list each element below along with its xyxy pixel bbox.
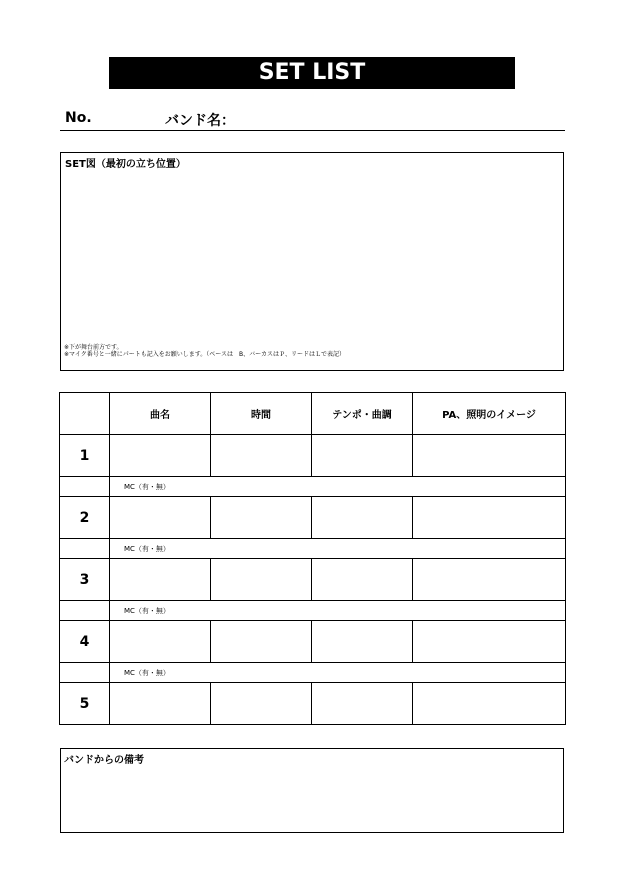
table-row	[60, 559, 566, 601]
mc-spacer	[60, 663, 110, 683]
tempo-cell[interactable]	[312, 559, 413, 601]
tempo-cell[interactable]	[312, 683, 413, 725]
set-diagram-note-stage: ※下が舞台前方です。	[64, 344, 123, 351]
row-number: 3	[60, 559, 110, 601]
time-cell[interactable]	[211, 683, 312, 725]
table-row	[60, 497, 566, 539]
song-title-cell[interactable]	[110, 559, 211, 601]
tempo-cell[interactable]	[312, 435, 413, 477]
mc-row	[60, 601, 566, 621]
row-number: 1	[60, 435, 110, 477]
song-title-cell[interactable]	[110, 683, 211, 725]
header-number	[60, 393, 110, 435]
song-title-cell[interactable]	[110, 497, 211, 539]
row-number: 5	[60, 683, 110, 725]
mc-spacer	[60, 477, 110, 497]
pa-lighting-cell[interactable]	[413, 497, 566, 539]
table-header-row	[60, 393, 566, 435]
row-number: 2	[60, 497, 110, 539]
pa-lighting-cell[interactable]	[413, 435, 566, 477]
mc-row	[60, 539, 566, 559]
tempo-cell[interactable]	[312, 497, 413, 539]
band-name-label: バンド名：	[165, 113, 235, 129]
remarks-title: バンドからの備考	[64, 755, 144, 766]
row-number: 4	[60, 621, 110, 663]
header-pa-lighting: PA、照明のイメージ	[413, 393, 566, 435]
pa-lighting-cell[interactable]	[413, 559, 566, 601]
pa-lighting-cell[interactable]	[413, 621, 566, 663]
mc-spacer	[60, 601, 110, 621]
table-row	[60, 683, 566, 725]
time-cell[interactable]	[211, 435, 312, 477]
set-diagram-title: SET図（最初の立ち位置）	[65, 159, 186, 170]
time-cell[interactable]	[211, 621, 312, 663]
mc-label[interactable]: MC（有・無）	[110, 663, 566, 683]
page-title: SET LIST	[109, 57, 515, 89]
pa-lighting-cell[interactable]	[413, 683, 566, 725]
header-tempo: テンポ・曲調	[312, 393, 413, 435]
remarks-box[interactable]	[60, 748, 564, 833]
mc-spacer	[60, 539, 110, 559]
setlist-table	[59, 392, 566, 725]
header-time: 時間	[211, 393, 312, 435]
band-name-field[interactable]	[60, 130, 565, 131]
mc-row	[60, 663, 566, 683]
song-title-cell[interactable]	[110, 435, 211, 477]
set-diagram-box[interactable]	[60, 152, 564, 371]
set-diagram-note-mic: ※マイク番号と一緒にパートも記入をお願いします。（ベースは B、バーカスはＰ、リードはＬで表記）	[64, 351, 346, 358]
table-row	[60, 435, 566, 477]
time-cell[interactable]	[211, 559, 312, 601]
mc-row	[60, 477, 566, 497]
table-row	[60, 621, 566, 663]
mc-label[interactable]: MC（有・無）	[110, 477, 566, 497]
header-song-title: 曲名	[110, 393, 211, 435]
mc-label[interactable]: MC（有・無）	[110, 539, 566, 559]
tempo-cell[interactable]	[312, 621, 413, 663]
time-cell[interactable]	[211, 497, 312, 539]
number-label: No.	[65, 110, 92, 126]
song-title-cell[interactable]	[110, 621, 211, 663]
mc-label[interactable]: MC（有・無）	[110, 601, 566, 621]
